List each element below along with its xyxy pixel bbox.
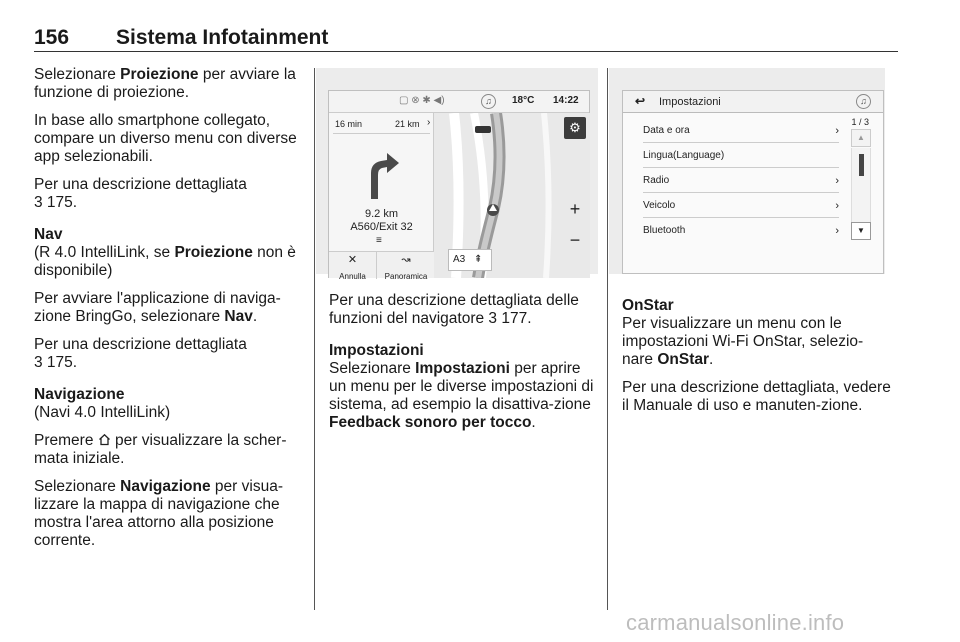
column-divider-2 [607,68,608,610]
time-remaining: 16 min [335,119,363,129]
settings-item-label: Veicolo [643,200,676,211]
heading-impostazioni: Impostazioni [329,342,424,359]
plus-icon: + [569,199,581,219]
heading-nav: Nav [34,226,63,243]
paragraph-home: Premere per visualizzare la scher-mata iniziale. [34,432,287,467]
section-title: Sistema Infotainment [116,26,329,49]
road-info-box [448,249,492,271]
settings-title: Impostazioni [659,96,721,108]
column-divider-1 [314,68,315,610]
music-icon: ♫ [481,94,496,109]
settings-item-language[interactable] [643,144,839,168]
cancel-button[interactable] [329,252,377,279]
settings-item-date-time[interactable] [643,119,839,143]
paragraph-navigazione-map: Selezionare Navigazione per visua-lizzare la mappa di navigazione che mostra l'area attorno alla posizione corrente. [34,478,283,549]
chevron-right-icon: › [835,200,839,212]
chevron-right-icon: › [427,117,431,128]
paragraph-nav-condition: (R 4.0 IntelliLink, se Proiezione non è disponibile) [34,244,296,279]
status-bar [329,91,589,113]
back-arrow-icon[interactable]: ↩ [635,94,646,108]
chevron-right-icon: › [835,125,839,137]
minus-icon: − [569,230,581,250]
settings-item-label: Radio [643,175,670,186]
settings-item-radio[interactable] [643,169,839,193]
music-icon[interactable]: ♫ [856,94,871,109]
chevron-right-icon: › [835,225,839,237]
road-label: A3 [453,254,466,265]
zoom-in-button[interactable] [564,198,586,220]
status-temperature: 18°C [512,95,535,106]
settings-item-vehicle[interactable] [643,194,839,218]
column-1 [34,66,302,560]
scroll-down-button[interactable] [851,222,871,240]
gear-icon: ⚙ [569,120,581,135]
paragraph-navi-model: (Navi 4.0 IntelliLink) [34,404,171,421]
zoom-out-button[interactable] [564,229,586,251]
scrollbar-track[interactable] [851,148,871,222]
scrollbar-thumb[interactable] [859,154,864,176]
nav-bottom-bar [329,251,434,281]
page-reference: 3 175. [34,354,78,371]
settings-screenshot [622,90,884,274]
paragraph-nav-bringgo: Per avviare l'applicazione di naviga-zione BringGo, selezionare Nav. [34,290,281,325]
settings-gear-button[interactable] [564,117,586,139]
turn-distance: 9.2 km [364,208,398,220]
settings-item-label: Data e ora [643,125,690,136]
page-indicator: 1 / 3 [851,117,869,127]
list-icon: ≡ [376,235,382,246]
nav-screenshot [328,90,590,281]
settings-item-label: Lingua(Language) [643,150,725,161]
paragraph-impostazioni: Selezionare Impostazioni per aprire un menu per le diverse impostazioni di sistema, ad esempio la disattiva-zione Feedback sonoro per tocco. [329,360,594,431]
page-reference: 3 175. [34,194,78,211]
watermark: carmanualsonline.info [626,610,845,635]
settings-item-label: Bluetooth [643,225,686,236]
paragraph-nav-reference: Per una descrizione dettagliata delle funzioni del navigatore 3 177. [329,292,579,327]
page-number: 156 [34,26,70,49]
settings-item-bluetooth[interactable] [643,219,839,243]
paragraph-smartphone: In base allo smartphone collegato, compare un diverso menu con diverse app selezionabili. [34,112,297,165]
status-time: 14:22 [553,95,579,106]
column-2 [329,292,601,442]
overview-label: Panoramica [384,272,428,281]
status-icons: ▢ ⊗ ✱ ◀) [399,95,445,106]
scroll-up-button[interactable] [851,129,871,147]
paragraph-onstar-manual: Per una descrizione dettagliata, vedere il Manuale di uso e manuten-zione. [622,379,891,414]
home-icon [98,433,111,446]
route-overview-icon: ↝ [401,254,411,266]
poi-icon: ⇞ [474,254,483,265]
paragraph-onstar: Per visualizzare un menu con le impostazioni Wi-Fi OnStar, selezio-nare OnStar. [622,315,864,368]
heading-navigazione: Navigazione [34,386,125,403]
page-header [34,26,898,52]
close-icon: ✕ [347,254,358,266]
divider [333,133,430,134]
guidance-panel [329,113,434,251]
heading-onstar: OnStar [622,297,674,314]
distance-remaining: 21 km [395,119,420,129]
page-reference: 3 177. [488,310,532,327]
overview-button[interactable] [378,252,434,279]
exit-label: A560/Exit 32 [350,221,413,233]
column-3 [622,297,892,425]
paragraph-reference-2: Per una descrizione dettagliata 3 175. [34,336,247,371]
turn-right-arrow-icon [361,143,401,199]
settings-title-bar [623,91,883,113]
arrow-down-icon: ▼ [857,226,865,235]
map-view [434,113,590,278]
cancel-label: Annulla [339,272,366,281]
paragraph-reference-1: Per una descrizione dettagliata 3 175. [34,176,247,211]
chevron-right-icon: › [835,175,839,187]
paragraph-proiezione: Selezionare Proiezione per avviare la funzione di proiezione. [34,66,296,101]
arrow-up-icon: ▲ [857,133,865,142]
